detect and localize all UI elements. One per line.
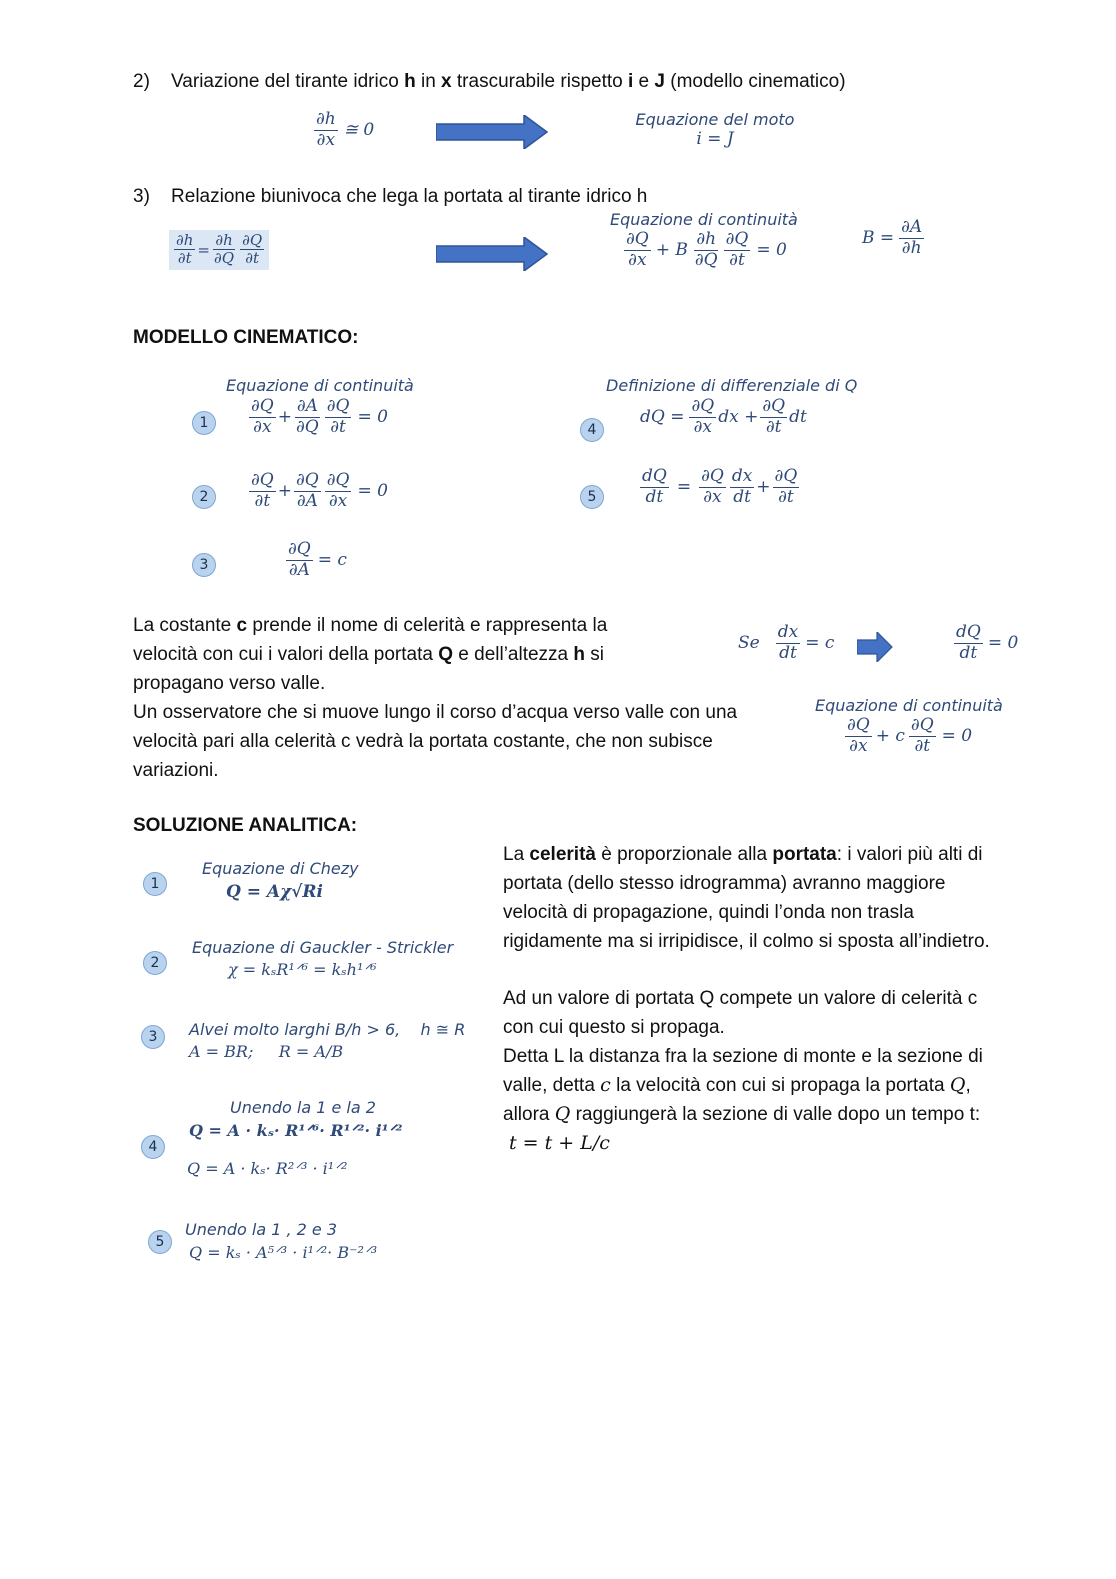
paragraph-line: velocità pari alla celerità c vedrà la portata costante, che non subisce bbox=[133, 731, 713, 752]
numerator: ∂Q bbox=[295, 470, 319, 490]
text: , bbox=[965, 1075, 971, 1096]
operator: = bbox=[197, 240, 210, 259]
paragraph-line bbox=[133, 640, 793, 669]
equation-number-badge: 2 bbox=[192, 485, 216, 509]
section-3-heading bbox=[133, 182, 647, 211]
symbol-h: h bbox=[573, 644, 586, 665]
denominator: ∂t bbox=[778, 486, 794, 507]
numerator: ∂h bbox=[696, 229, 717, 249]
equation-number-badge: 4 bbox=[141, 1135, 165, 1159]
item-number: 3) bbox=[133, 186, 150, 207]
numerator: ∂Q bbox=[725, 229, 749, 249]
equation-label: Equazione del moto bbox=[635, 110, 795, 129]
numerator: ∂h bbox=[176, 231, 194, 249]
equation-label: Equazione di Gauckler - Strickler bbox=[192, 938, 454, 957]
operator: + bbox=[277, 481, 292, 502]
equation-text: i = J bbox=[696, 129, 734, 149]
denominator: dt bbox=[779, 642, 797, 663]
symbol-i: i bbox=[627, 71, 634, 92]
equation-unendo-1-2-a: Q = A · kₛ· R¹ᐟ⁶· R¹ᐟ²· i¹ᐟ² bbox=[189, 1121, 403, 1140]
text: trascurabile rispetto bbox=[451, 71, 628, 92]
text: si bbox=[585, 644, 605, 665]
equation-number-badge: 5 bbox=[580, 485, 604, 509]
text: e dell’altezza bbox=[453, 644, 574, 665]
denominator: ∂x bbox=[849, 735, 868, 756]
equation-chezy: Q = Aχ√Ri bbox=[226, 882, 324, 902]
operator: + B bbox=[655, 240, 688, 261]
equation-number-badge: 5 bbox=[148, 1230, 172, 1254]
text: in bbox=[415, 71, 442, 92]
paragraph-line: velocità di propagazione, quindi l’onda non trasla bbox=[503, 902, 914, 923]
symbol-c: c bbox=[236, 615, 248, 636]
equation-unendo-1-2-3: Q = kₛ · A⁵ᐟ³ · i¹ᐟ²· B⁻²ᐟ³ bbox=[189, 1243, 378, 1262]
section-2-heading bbox=[133, 67, 1033, 96]
denominator: ∂Q bbox=[295, 416, 319, 437]
denominator: ∂Q bbox=[694, 249, 718, 270]
operator: = 0 bbox=[357, 481, 388, 502]
symbol-x: x bbox=[441, 71, 452, 92]
numerator: ∂Q bbox=[701, 466, 724, 486]
arrow-right-icon bbox=[436, 115, 548, 149]
equation-number-badge: 3 bbox=[141, 1025, 165, 1049]
symbol-j: J bbox=[654, 71, 665, 92]
paragraph-line bbox=[133, 611, 793, 640]
symbol-h: h bbox=[404, 71, 416, 92]
arrow-right-icon bbox=[857, 632, 893, 662]
equation-dq-dt-zero bbox=[952, 623, 1018, 663]
operator: = bbox=[676, 477, 692, 498]
denominator: ∂t bbox=[177, 249, 192, 268]
equation-1 bbox=[247, 397, 388, 437]
paragraph-line bbox=[503, 1071, 1063, 1100]
equation-number-badge: 1 bbox=[143, 872, 167, 896]
equation-alvei: A = BR; R = A/B bbox=[189, 1042, 344, 1061]
equation-label: Equazione di continuità bbox=[226, 376, 414, 395]
word-se: Se bbox=[738, 633, 760, 654]
operator: dt bbox=[789, 407, 807, 428]
operator: + bbox=[277, 407, 292, 428]
numerator: ∂Q bbox=[762, 396, 786, 416]
denominator: ∂x bbox=[628, 249, 647, 270]
numerator: ∂h bbox=[316, 109, 336, 129]
equation-moto bbox=[630, 110, 800, 149]
numerator: dx bbox=[777, 622, 799, 642]
numerator: ∂Q bbox=[326, 470, 350, 490]
equation-label: Equazione di Chezy bbox=[202, 859, 359, 878]
denominator: ∂x bbox=[316, 129, 336, 150]
numerator: dQ bbox=[956, 622, 981, 642]
denominator: dt bbox=[733, 486, 751, 507]
numerator: ∂Q bbox=[251, 396, 274, 416]
equation-gauckler: χ = kₛR¹ᐟ⁶ = kₛh¹ᐟ⁶ bbox=[228, 960, 377, 979]
denominator: ∂t bbox=[254, 490, 271, 511]
text: raggiungerà la sezione di valle dopo un tempo t: bbox=[570, 1104, 981, 1125]
denominator: ∂t bbox=[729, 249, 745, 270]
paragraph-line bbox=[503, 840, 1063, 869]
text: velocità con cui i valori della portata bbox=[133, 644, 439, 665]
denominator: dt bbox=[959, 642, 978, 663]
equation-label: Definizione di differenziale di Q bbox=[606, 376, 858, 395]
paragraph-line: con cui questo si propaga. bbox=[503, 1017, 725, 1038]
text: e bbox=[633, 71, 655, 92]
text: valle, detta bbox=[503, 1075, 601, 1096]
equation-label: Equazione di continuità bbox=[815, 696, 1003, 715]
celerita-explanation bbox=[503, 840, 1063, 1158]
operator: dQ = bbox=[640, 407, 685, 428]
numerator: ∂Q bbox=[847, 715, 870, 735]
text: Variazione del tirante idrico bbox=[171, 71, 405, 92]
symbol-q: Q bbox=[554, 1103, 571, 1125]
numerator: ∂Q bbox=[242, 231, 263, 249]
symbol-q: Q bbox=[949, 1074, 966, 1096]
text: Relazione biunivoca che lega la portata al tirante idrico h bbox=[171, 186, 648, 207]
equation-label: Unendo la 1 e la 2 bbox=[230, 1098, 376, 1117]
operator: = c bbox=[805, 633, 835, 654]
equation-b-definition bbox=[862, 218, 926, 258]
equation-label: Alvei molto larghi B/h > 6, h ≅ R bbox=[189, 1020, 466, 1039]
text: La bbox=[503, 844, 530, 865]
denominator: dt bbox=[645, 486, 664, 507]
text: la velocità con cui si propaga la portata bbox=[610, 1075, 950, 1096]
denominator: ∂h bbox=[901, 237, 922, 258]
operator: + bbox=[756, 477, 771, 498]
equation-label: Unendo la 1 , 2 e 3 bbox=[185, 1220, 338, 1239]
paragraph-line: portata (dello stesso idrogramma) avranno maggiore bbox=[503, 873, 946, 894]
symbol-q: Q bbox=[438, 644, 453, 665]
paragraph-line: variazioni. bbox=[133, 760, 219, 781]
denominator: ∂A bbox=[288, 559, 310, 580]
item-number: 2) bbox=[133, 71, 150, 92]
arrow-right-icon bbox=[436, 237, 548, 271]
equation-5 bbox=[638, 467, 801, 507]
text: : i valori più alti di bbox=[836, 844, 983, 865]
equation-4 bbox=[640, 397, 807, 437]
denominator: ∂t bbox=[330, 416, 346, 437]
denominator: ∂Q bbox=[214, 249, 235, 268]
equation-label: Equazione di continuità bbox=[610, 210, 798, 229]
operator: B = bbox=[862, 228, 895, 249]
equation-number-badge: 1 bbox=[192, 411, 216, 435]
equation-number-badge: 4 bbox=[580, 418, 604, 442]
denominator: ∂t bbox=[245, 249, 259, 268]
numerator: dQ bbox=[642, 466, 667, 486]
symbol-c: c bbox=[600, 1074, 611, 1096]
numerator: ∂Q bbox=[691, 396, 715, 416]
operator: = 0 bbox=[357, 407, 388, 428]
text: La costante bbox=[133, 615, 237, 636]
denominator: ∂x bbox=[693, 416, 713, 437]
numerator: ∂A bbox=[296, 396, 318, 416]
text: allora bbox=[503, 1104, 555, 1125]
equation-dh-dx bbox=[312, 110, 374, 150]
operator: = 0 bbox=[941, 726, 973, 747]
equation-unendo-1-2-b: Q = A · kₛ· R²ᐟ³ · i¹ᐟ² bbox=[187, 1159, 348, 1178]
numerator: ∂A bbox=[901, 217, 923, 237]
paragraph-line: propagano verso valle. bbox=[133, 673, 326, 694]
operator: = c bbox=[317, 550, 347, 571]
bold-term: portata bbox=[772, 844, 837, 865]
bold-term: celerità bbox=[529, 844, 596, 865]
numerator: ∂Q bbox=[626, 229, 649, 249]
numerator: ∂Q bbox=[774, 466, 798, 486]
equation-dh-dt-chain bbox=[169, 230, 269, 270]
celerita-paragraph bbox=[133, 611, 793, 785]
paragraph-line bbox=[503, 1100, 1063, 1129]
denominator: ∂x bbox=[328, 490, 348, 511]
relation: ≅ 0 bbox=[343, 120, 375, 141]
section-title: MODELLO CINEMATICO: bbox=[133, 327, 359, 348]
numerator: ∂h bbox=[215, 231, 233, 249]
text: prende il nome di celerità e rappresenta la bbox=[247, 615, 608, 636]
section-title: SOLUZIONE ANALITICA: bbox=[133, 815, 358, 836]
text: è proporzionale alla bbox=[595, 844, 773, 865]
paragraph-line: Un osservatore che si muove lungo il corso d’acqua verso valle con una bbox=[133, 702, 738, 723]
denominator: ∂A bbox=[296, 490, 318, 511]
paragraph-line: Ad un valore di portata Q compete un valore di celerità c bbox=[503, 988, 978, 1009]
numerator: ∂Q bbox=[288, 539, 311, 559]
operator: dx + bbox=[718, 407, 759, 428]
paragraph-line: rigidamente ma si irripidisce, il colmo si sposta all’indietro. bbox=[503, 931, 990, 952]
operator: = 0 bbox=[987, 633, 1019, 654]
denominator: ∂x bbox=[253, 416, 272, 437]
operator: = 0 bbox=[756, 240, 787, 261]
numerator: ∂Q bbox=[251, 470, 274, 490]
equation-2 bbox=[247, 471, 388, 511]
paragraph-line: Detta L la distanza fra la sezione di monte e la sezione di bbox=[503, 1046, 983, 1067]
numerator: ∂Q bbox=[910, 715, 934, 735]
text: (modello cinematico) bbox=[664, 71, 846, 92]
denominator: ∂t bbox=[914, 735, 931, 756]
fraction bbox=[314, 110, 338, 150]
numerator: ∂Q bbox=[326, 396, 350, 416]
equation-3 bbox=[284, 540, 347, 580]
equation-continuita-c bbox=[843, 716, 972, 756]
numerator: dx bbox=[731, 466, 753, 486]
equation-number-badge: 3 bbox=[192, 553, 216, 577]
denominator: ∂t bbox=[765, 416, 782, 437]
operator: + c bbox=[875, 726, 905, 747]
equation-number-badge: 2 bbox=[143, 951, 167, 975]
equation-continuita-b bbox=[622, 230, 787, 270]
equation-se-dxdt bbox=[738, 623, 834, 663]
formula-t: t = t + L/c bbox=[509, 1132, 610, 1154]
denominator: ∂x bbox=[703, 486, 722, 507]
